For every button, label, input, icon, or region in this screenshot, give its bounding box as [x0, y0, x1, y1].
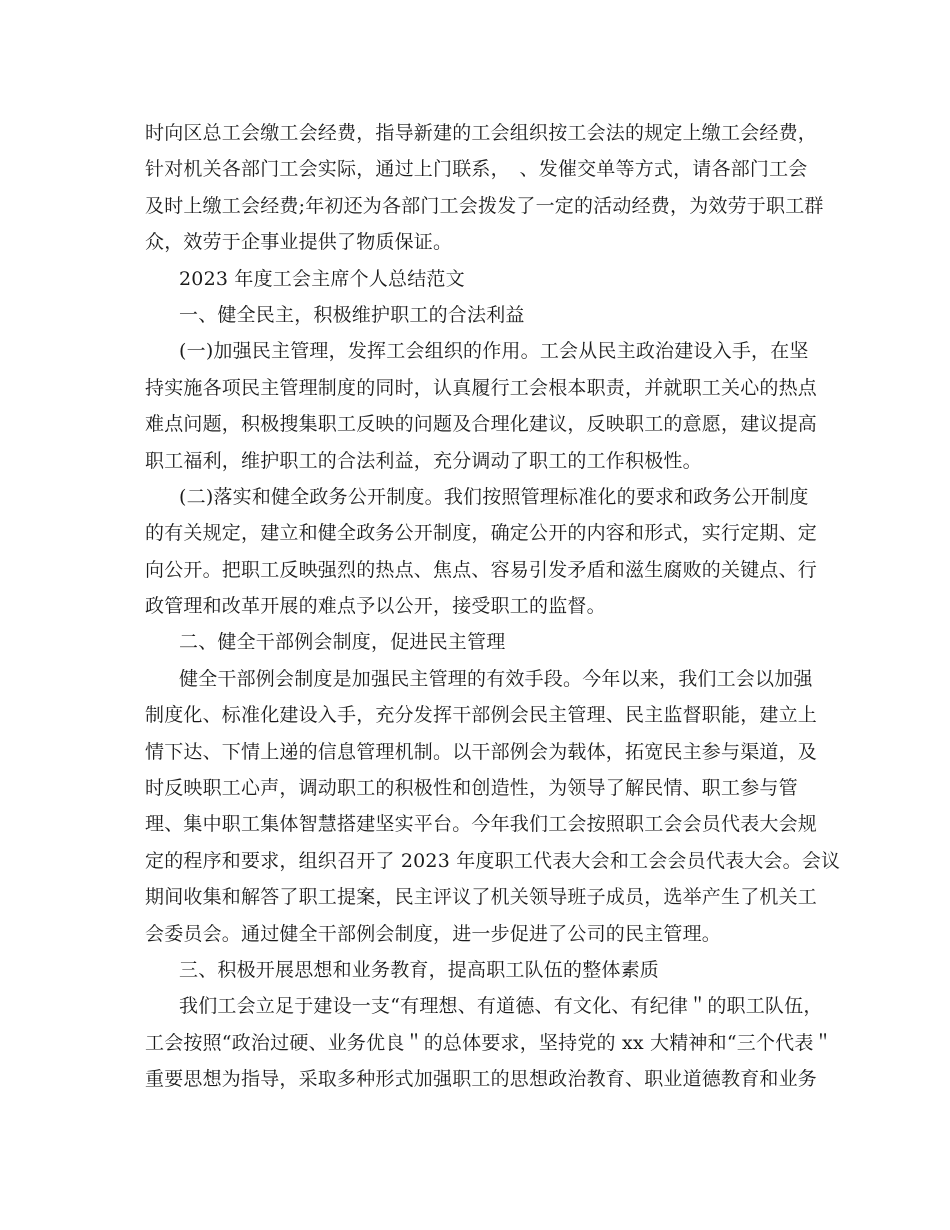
section-heading: 二、健全干部例会制度，促进民主管理: [179, 631, 506, 654]
text-line: 时向区总工会缴工会经费，指导新建的工会组织按工会法的规定上缴工会经费，: [145, 122, 818, 144]
text-line: 会委员会。通过健全干部例会制度，进一步促进了公司的民主管理。: [145, 922, 722, 945]
text-line: 众，效劳于企事业提供了物质保证。: [145, 231, 453, 254]
section-heading: 一、健全民主，积极维护职工的合法利益: [179, 303, 525, 326]
paragraph-start: (一)加强民主管理，发挥工会组织的作用。工会从民主政治建设入手，在坚: [179, 340, 809, 363]
text-line: 理、集中职工集体智慧搭建坚实平台。今年我们工会按照职工会会员代表大会规: [145, 813, 818, 836]
text-line: 难点问题，积极搜集职工反映的问题及合理化建议，反映职工的意愿，建议提高: [145, 413, 818, 436]
document-page: [145, 115, 841, 1098]
paragraph-start: 健全干部例会制度是加强民主管理的有效手段。今年以来，我们工会以加强: [179, 667, 813, 690]
text-line: 重要思想为指导，采取多种形式加强职工的思想政治教育、职业道德教育和业务: [145, 1068, 818, 1091]
text-line: 政管理和改革开展的难点予以公开，接受职工的监督。: [145, 595, 606, 618]
text-line: 时反映职工心声，调动职工的积极性和创造性，为领导了解民情、职工参与管: [145, 777, 798, 800]
section-heading: 三、积极开展思想和业务教育，提高职工队伍的整体素质: [179, 958, 660, 981]
text-line: 情下达、下情上递的信息管理机制。以干部例会为载体，拓宽民主参与渠道，及: [145, 740, 818, 763]
text-line: 向公开。把职工反映强烈的热点、焦点、容易引发矛盾和滋生腐败的关键点、行: [145, 558, 818, 581]
text-line: 工会按照“政治过硬、业务优良＂的总体要求，坚持党的 xx 大精神和“三个代表＂: [145, 1031, 833, 1054]
paragraph-start: (二)落实和健全政务公开制度。我们按照管理标准化的要求和政务公开制度: [179, 485, 809, 508]
text-line: 期间收集和解答了职工提案，民主评议了机关领导班子成员，选举产生了机关工: [145, 886, 818, 909]
text-line: 针对机关各部门工会实际，通过上门联系， 、发催交单等方式，请各部门工会: [145, 158, 808, 181]
section-heading: 2023 年度工会主席个人总结范文: [179, 267, 465, 290]
text-line: 职工福利，维护职工的合法利益，充分调动了职工的工作积极性。: [145, 449, 702, 472]
text-line: 及时上缴工会经费;年初还为各部门工会拨发了一定的活动经费，为效劳于职工群: [145, 194, 824, 217]
text-line: 制度化、标准化建设入手，充分发挥干部例会民主管理、民主监督职能，建立上: [145, 704, 818, 727]
paragraph-start: 我们工会立足于建设一支“有理想、有道德、有文化、有纪律＂的职工队伍，: [179, 995, 823, 1018]
text-line: 持实施各项民主管理制度的同时，认真履行工会根本职责，并就职工关心的热点: [145, 376, 818, 399]
text-line: 定的程序和要求，组织召开了 2023 年度职工代表大会和工会会员代表大会。会议: [145, 849, 841, 872]
text-line: 的有关规定，建立和健全政务公开制度，确定公开的内容和形式，实行定期、定: [145, 522, 818, 545]
